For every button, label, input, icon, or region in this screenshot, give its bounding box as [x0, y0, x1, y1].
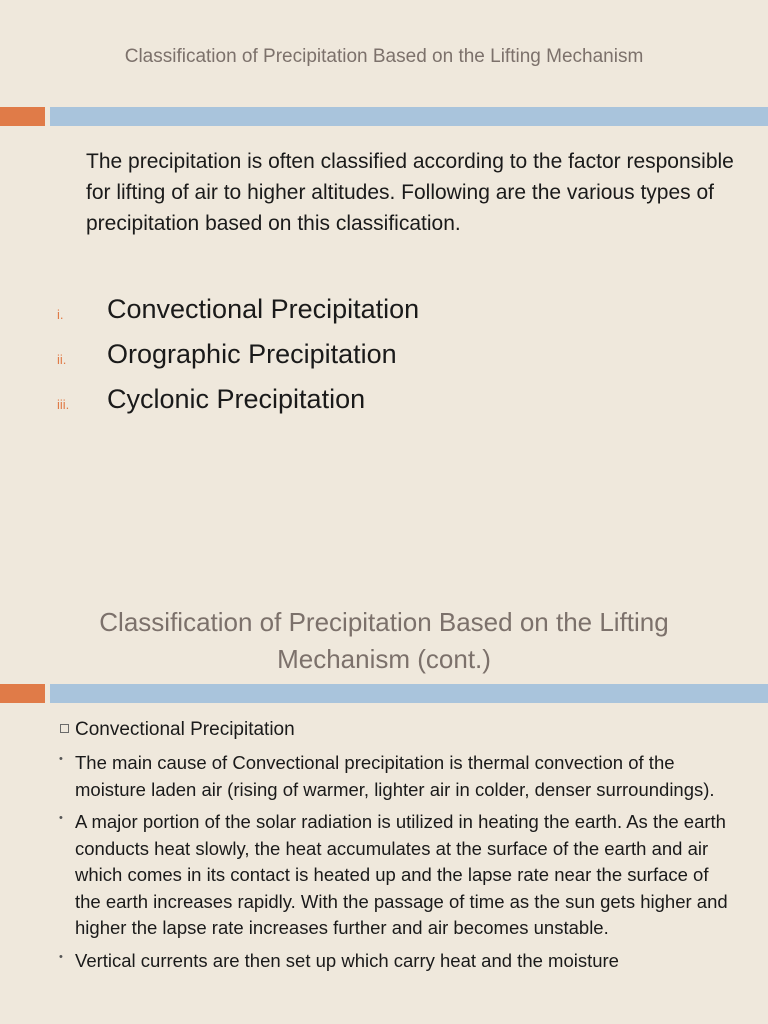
bullet-dot-icon: •	[59, 753, 63, 765]
bullet-item	[0, 809, 768, 942]
list-item-label: Cyclonic Precipitation	[107, 384, 366, 414]
bullet-item	[0, 948, 768, 975]
slide2-title	[0, 604, 768, 678]
list-item	[0, 335, 768, 380]
slide2-title-line2: Mechanism (cont.)	[277, 644, 491, 674]
slide1-accent-bar-orange	[0, 107, 45, 126]
list-item-label: Orographic Precipitation	[107, 339, 397, 369]
precipitation-types-list	[0, 290, 768, 425]
slide1-accent-bar-blue	[50, 107, 768, 126]
slide1-title: Classification of Precipitation Based on the Lifting Mechanism	[124, 46, 644, 67]
bullet-list	[0, 750, 768, 980]
list-number: i.	[57, 307, 64, 322]
bullet-item	[0, 750, 768, 803]
section-heading-label: Convectional Precipitation	[75, 719, 295, 740]
slide2-title-line1: Classification of Precipitation Based on the Lifting	[99, 607, 669, 637]
bullet-dot-icon: •	[59, 950, 63, 963]
square-bullet-icon	[60, 724, 69, 733]
bullet-dot-icon: •	[59, 812, 63, 824]
section-heading	[60, 716, 295, 744]
slide1-intro-text: The precipitation is often classified according to the factor responsible for lifting of air to higher altitudes. Following are the various types of precipitation based on this classification.	[86, 150, 734, 235]
list-number: ii.	[57, 352, 67, 367]
bullet-text: Vertical currents are then set up which carry heat and the moisture	[75, 949, 619, 971]
slide2-accent-bar-blue	[50, 684, 768, 703]
slide2-accent-bar-orange	[0, 684, 45, 703]
list-item	[0, 290, 768, 335]
bullet-text: A major portion of the solar radiation is utilized in heating the earth. As the earth conducts heat slowly, the heat accumulates at the surface of the earth and air which comes in its contact is heated up and the lapse rate near the surface of the earth increases rapidly. With the passage of time as the sun gets higher and higher the lapse rate increases further and air becomes unstable.	[75, 811, 728, 938]
list-item	[0, 380, 768, 425]
list-item-label: Convectional Precipitation	[107, 294, 420, 324]
list-number: iii.	[57, 397, 70, 412]
bullet-text: The main cause of Convectional precipitation is thermal convection of the moisture laden air (rising of warmer, lighter air in colder, denser surroundings).	[75, 752, 715, 800]
